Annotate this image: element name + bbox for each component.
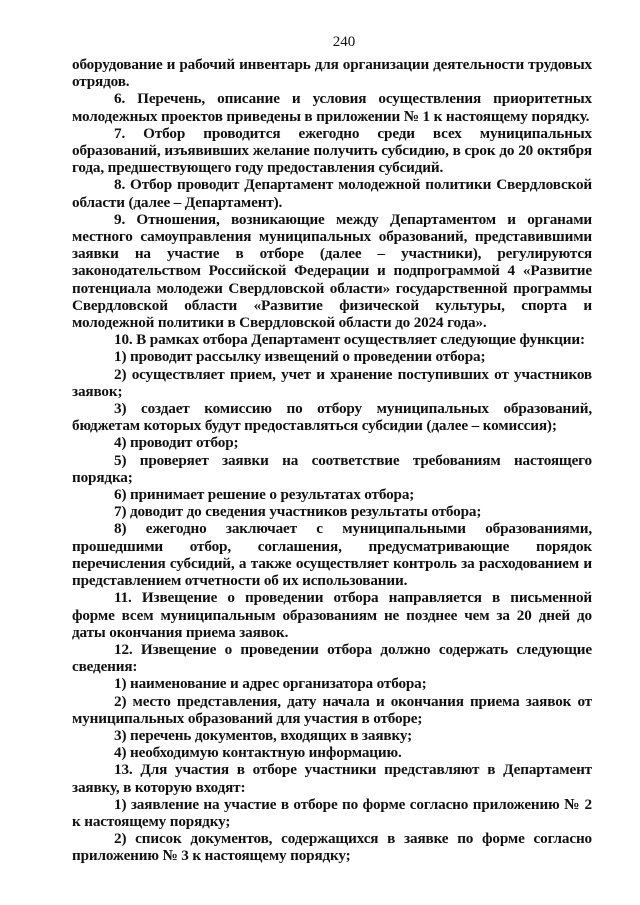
paragraph-8: 8. Отбор проводит Департамент молодежной политики Свердловской области (далее – Департамент). [72, 176, 592, 211]
list-item-10-4: 4) проводит отбор; [114, 434, 239, 452]
list-item-10-1: 1) проводит рассылку извещений о проведении отбора; [114, 348, 486, 366]
list-item-13-2: 2) список документов, содержащихся в заявке по форме согласно приложению № 3 к настоящему порядку; [72, 830, 592, 865]
list-item-10-3: 3) создает комиссию по отбору муниципальных образований, бюджетам которых будут предоставляться субсидии (далее – комиссия); [72, 400, 592, 435]
list-item-10-2: 2) осуществляет прием, учет и хранение поступивших от участников заявок; [72, 365, 592, 400]
list-item-12-4: 4) необходимую контактную информацию. [114, 744, 402, 762]
paragraph-12: 12. Извещение о проведении отбора должно содержать следующие сведения: [72, 640, 592, 676]
paragraph-9: 9. Отношения, возникающие между Департаментом и органами местного самоуправления муниципальных образований, представившими заявки на участие в отборе (далее – участники), регулируются законодательством Российской Федерации и подпрограммой 4 «Развитие потенциала молодежи Свердловской области» государственной программы Свердловской области «Развитие физической культуры, спорта и молодежной политики в Свердловской области до 2024 года». [72, 210, 592, 332]
list-item-10-8: 8) ежегодно заключает с муниципальными образованиями, прошедшими отбор, соглашения, предусматривающие порядок перечисления субсидий, а также осуществляет контроль за расходованием и представлением отчетности об их использовании. [72, 520, 592, 590]
page-number: 240 [332, 34, 356, 50]
paragraph-13: 13. Для участия в отборе участники представляют в Департамент заявку, в которую входят: [72, 761, 592, 796]
list-item-13-1: 1) заявление на участие в отборе по форме согласно приложению № 2 к настоящему порядку; [72, 795, 592, 830]
paragraph-10: 10. В рамках отбора Департамент осуществляет следующие функции: [114, 331, 585, 349]
paragraph-continuation: оборудование и рабочий инвентарь для организации деятельности трудовых отрядов. [72, 56, 592, 91]
list-item-12-1: 1) наименование и адрес организатора отбора; [114, 675, 427, 693]
paragraph-7: 7. Отбор проводится ежегодно среди всех муниципальных образований, изъявивших желание получить субсидию, в срок до 20 октября года, предшествующего году предоставления субсидий. [72, 124, 592, 177]
list-item-10-6: 6) принимает решение о результатах отбора; [114, 486, 415, 504]
list-item-12-3: 3) перечень документов, входящих в заявку; [114, 726, 412, 744]
paragraph-11: 11. Извещение о проведении отбора направляется в письменной форме всем муниципальным образованиям не позднее чем за 20 дней до даты окончания приема заявок. [72, 589, 592, 641]
list-item-10-5: 5) проверяет заявки на соответствие требованиям настоящего порядка; [72, 451, 592, 486]
list-item-12-2: 2) место представления, дату начала и окончания приема заявок от муниципальных образований для участия в отборе; [72, 692, 592, 727]
paragraph-6: 6. Перечень, описание и условия осуществления приоритетных молодежных проектов приведены в приложении № 1 к настоящему порядку. [72, 90, 592, 125]
list-item-10-7: 7) доводит до сведения участников результаты отбора; [114, 503, 482, 521]
